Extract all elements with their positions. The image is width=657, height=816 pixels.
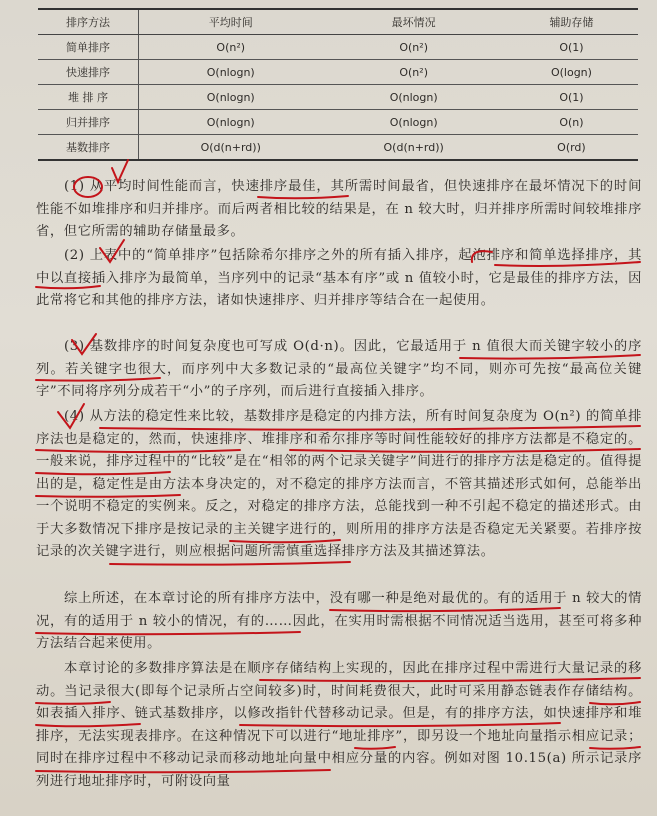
paragraph-storage-structure: 本章讨论的多数排序算法是在顺序存储结构上实现的，因此在排序过程中需进行大量记录的移动。当记录很大(即每个记录所占空间较多)时，时间耗费很大，此时可采用静态链表作存储结构。如表插入排序、链式基数排序，以修改指针代替移动记录。但是，有的排序方法，如快速排序和堆排序，无法实现表排序。在这种情况下可以进行“地址排序”，即另设一个地址向量指示相应记录；同时在排序过程中不移动记录而移动地址向量中相应分量的内容。例如对图 10.15(a) 所示记录序列进行地址排序时，可附设向量 [36, 661, 642, 789]
row-space: O(rd) [505, 135, 638, 161]
table-row [38, 135, 638, 161]
row-worst: O(nlogn) [322, 85, 504, 110]
paragraph-summary: 综上所述，在本章讨论的所有排序方法中，没有哪一种是绝对最优的。有的适用于 n 较大的情况，有的适用于 n 较小的情况，有的……因此，在实用时需根据不同情况适当选用，甚至可将多种方法结合起来使用。 [36, 591, 642, 651]
row-avg: O(d(n+rd)) [139, 135, 323, 161]
row-space: O(n) [505, 110, 638, 135]
paragraph-point-3: (3) 基数排序的时间复杂度也可写成 O(d·n)。因此，它最适用于 n 值很大而关键字较小的序列。若关键字也很大，而序列中大多数记录的“最高位关键字”均不同，则亦可先按“最高位关键字”不同将序列分成若干“小”的子序列，而后进行直接插入排序。 [36, 339, 642, 399]
paragraph-point-4: (4) 从方法的稳定性来比较，基数排序是稳定的内排方法，所有时间复杂度为 O(n²) 的简单排序法也是稳定的，然而，快速排序、堆排序和希尔排序等时间性能较好的排序方法都是不稳定的。一般来说，排序过程中的“比较”是在“相邻的两个记录关键字”间进行的排序方法是稳定的。值得提出的是，稳定性是由方法本身决定的，对不稳定的排序方法而言，不管其描述形式如何，总能举出一个说明不稳定的实例来。反之，对稳定的排序方法，总能找到一种不引起不稳定的描述形式。由于大多数情况下排序是按记录的主关键字进行的，则所用的排序方法是否稳定无关紧要。若排序按记录的次关键字进行，则应根据问题所需慎重选择排序方法及其描述算法。 [36, 409, 642, 559]
paragraph-point-1: (1) 从平均时间性能而言，快速排序最佳，其所需时间最省，但快速排序在最坏情况下的时间性能不如堆排序和归并排序。而后两者相比较的结果是，在 n 较大时，归并排序所需时间较堆排序省，但它所需的辅助存储量最多。 [36, 179, 642, 239]
sorting-comparison-table [38, 8, 638, 161]
row-avg: O(nlogn) [139, 60, 323, 85]
row-method: 堆 排 序 [38, 85, 139, 110]
row-method: 归并排序 [38, 110, 139, 135]
header-aux-storage: 辅助存储 [505, 9, 638, 35]
row-space: O(logn) [505, 60, 638, 85]
row-avg: O(nlogn) [139, 110, 323, 135]
table-row [38, 60, 638, 85]
header-average-time: 平均时间 [139, 9, 323, 35]
header-method: 排序方法 [38, 9, 139, 35]
row-method: 基数排序 [38, 135, 139, 161]
row-worst: O(d(n+rd)) [322, 135, 504, 161]
paragraph-point-2: (2) 上表中的“简单排序”包括除希尔排序之外的所有插入排序，起泡排序和简单选择排序，其中以直接插入排序为最简单，当序列中的记录“基本有序”或 n 值较小时，它是最佳的排序方法，因此常将它和其他的排序方法，诸如快速排序、归并排序等结合在一起使用。 [36, 248, 642, 308]
row-method: 简单排序 [38, 35, 139, 60]
row-space: O(1) [505, 35, 638, 60]
header-worst-case: 最坏情况 [322, 9, 504, 35]
table-row [38, 110, 638, 135]
row-avg: O(nlogn) [139, 85, 323, 110]
table-row [38, 35, 638, 60]
row-space: O(1) [505, 85, 638, 110]
table-row [38, 85, 638, 110]
row-avg: O(n²) [139, 35, 323, 60]
table-header-row [38, 9, 638, 35]
row-worst: O(n²) [322, 35, 504, 60]
row-worst: O(nlogn) [322, 110, 504, 135]
row-worst: O(n²) [322, 60, 504, 85]
row-method: 快速排序 [38, 60, 139, 85]
